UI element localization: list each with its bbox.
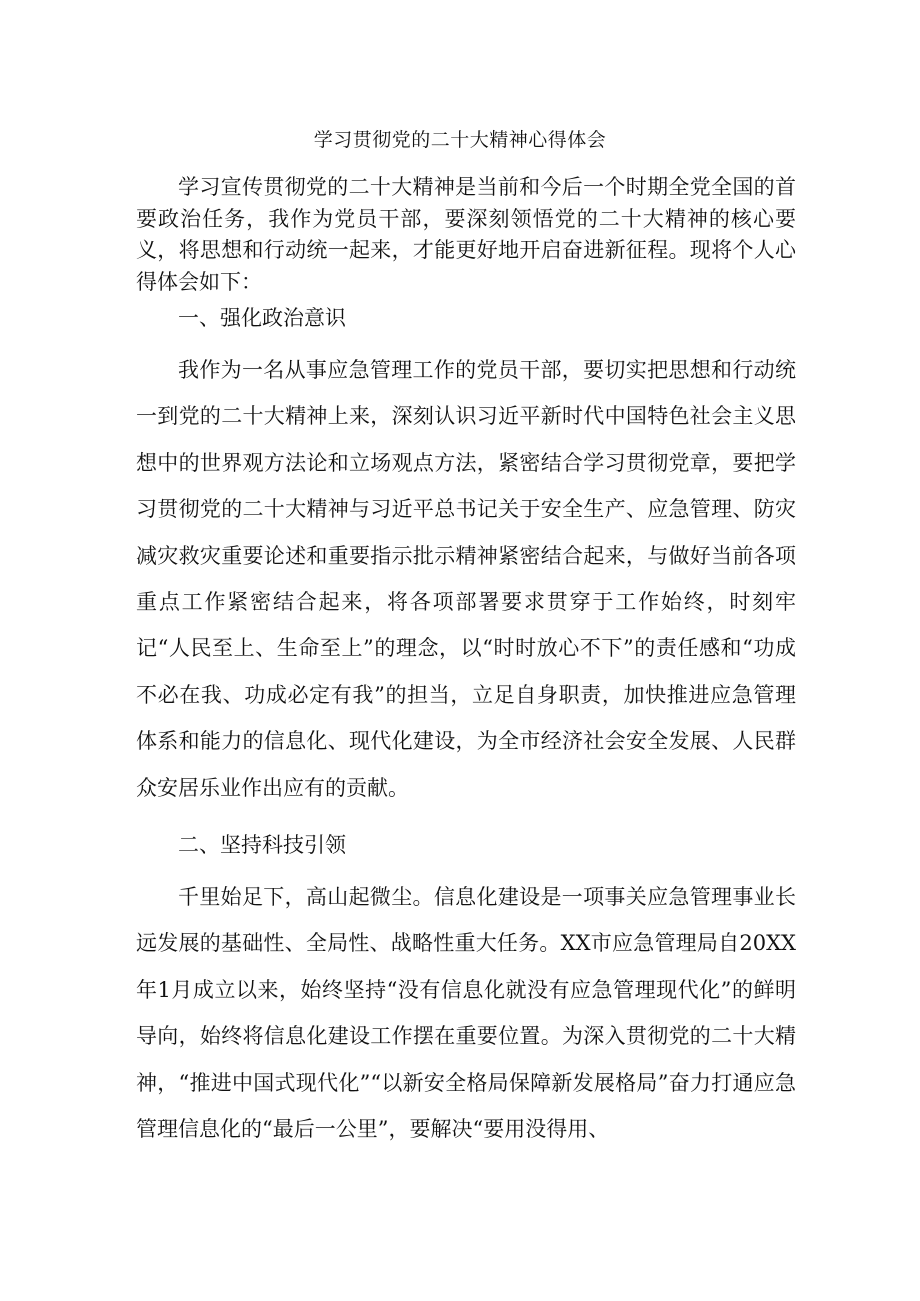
section-paragraph-political-awareness: 我作为一名从事应急管理工作的党员干部，要切实把思想和行动统一到党的二十大精神上来，深刻认识习近平新时代中国特色社会主义思想中的世界观方法论和立场观点方法，紧密结合学习贯彻党章，要把学习贯彻党的二十大精神与习近平总书记关于安全生产、应急管理、防灾减灾救灾重要论述和重要指示批示精神紧密结合起来，与做好当前各项重点工作紧密结合起来，将各项部署要求贯穿于工作始终，时刻牢记“人民至上、生命至上”的理念，以“时时放心不下”的责任感和“功成不必在我、功成必定有我”的担当，立足自身职责，加快推进应急管理体系和能力的信息化、现代化建设，为全市经济社会安全发展、人民群众安居乐业作出应有的贡献。 [136,358,796,800]
section-heading-technology-leadership: 二、坚持科技引领 [178,833,346,857]
section-paragraph-technology-leadership: 千里始足下，高山起微尘。信息化建设是一项事关应急管理事业长远发展的基础性、全局性、战略性重大任务。XX市应急管理局自20XX年1月成立以来，始终坚持“没有信息化就没有应急管理现代化”的鲜明导向，始终将信息化建设工作摆在重要位置。为深入贯彻党的二十大精神，“推进中国式现代化”“以新安全格局保障新发展格局”奋力打通应急管理信息化的“最后一公里”，要解决“要用没得用、 [136,885,796,1142]
section-heading-political-awareness: 一、强化政治意识 [178,306,346,330]
intro-paragraph: 学习宣传贯彻党的二十大精神是当前和今后一个时期全党全国的首要政治任务，我作为党员干部，要深刻领悟党的二十大精神的核心要义，将思想和行动统一起来，才能更好地开启奋进新征程。现将个人心得体会如下： [136,175,796,294]
document-title: 学习贯彻党的二十大精神心得体会 [313,129,607,151]
